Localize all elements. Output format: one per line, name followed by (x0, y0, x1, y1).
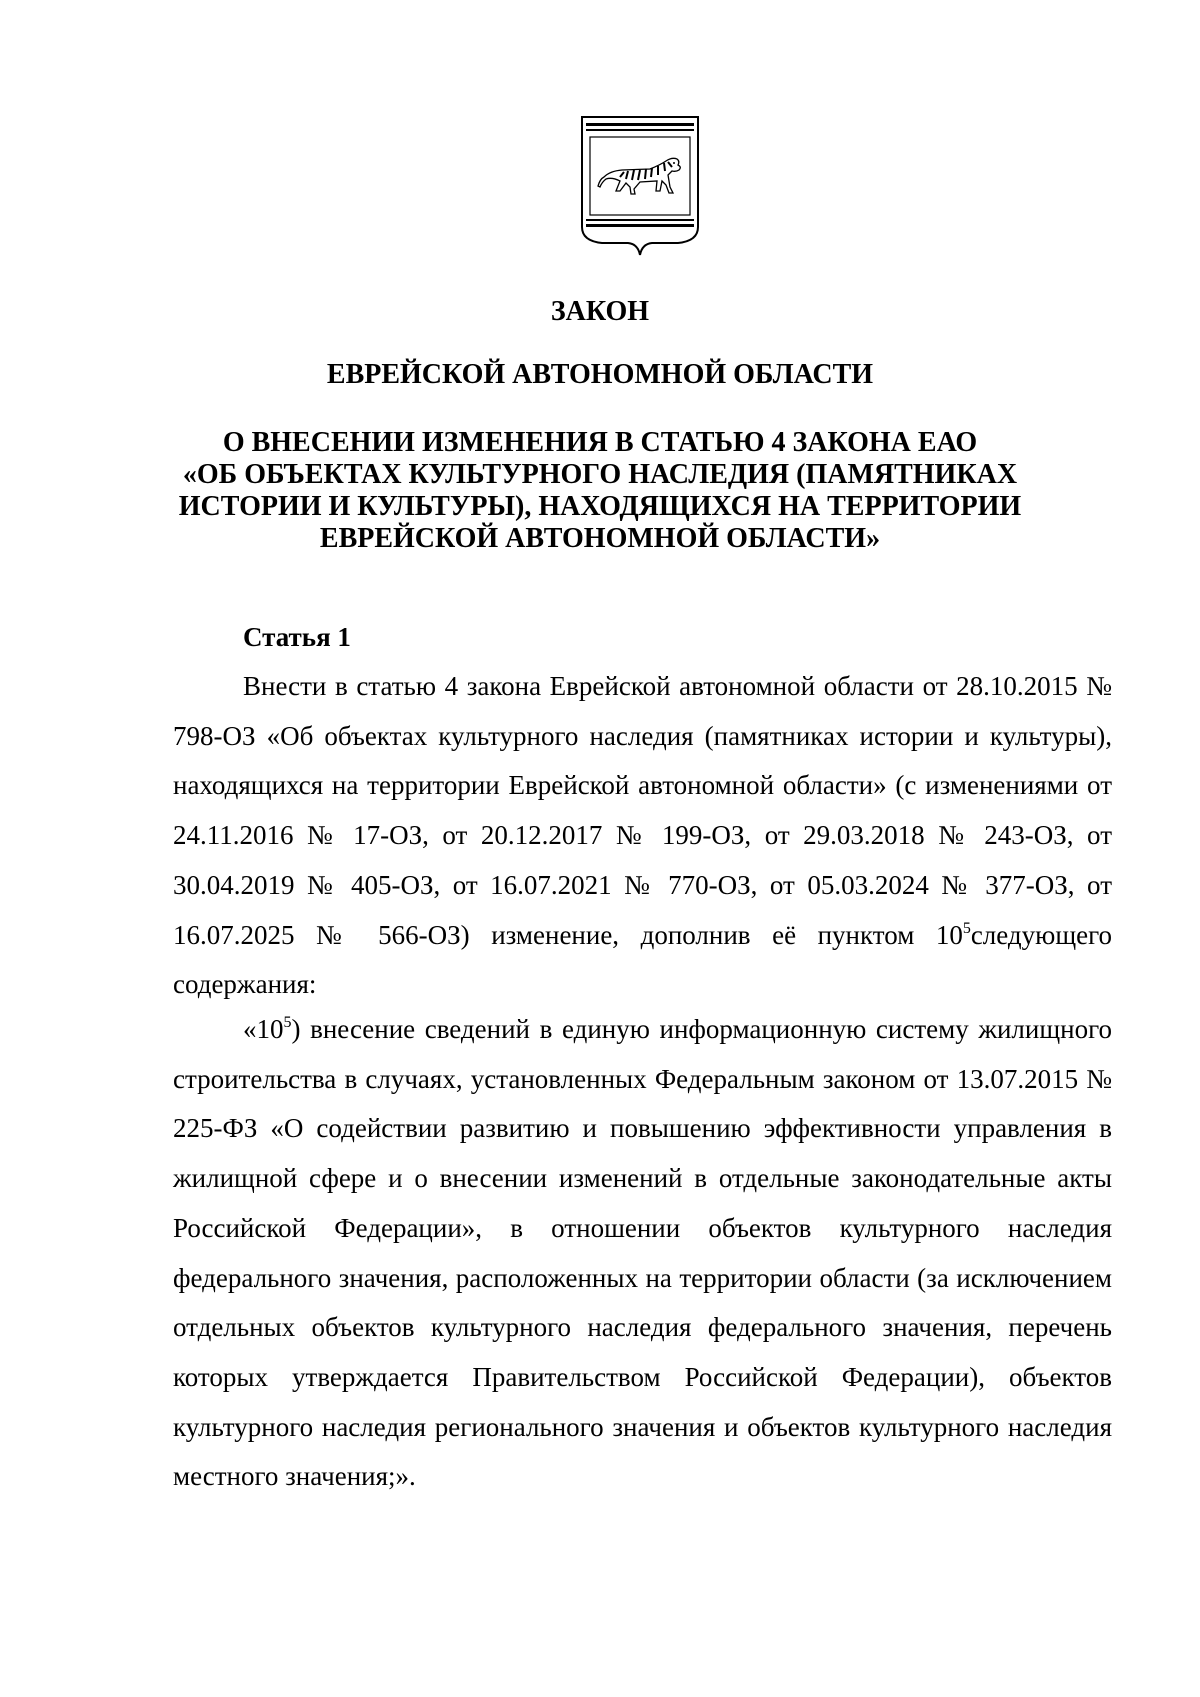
paragraph-1-text: Внести в статью 4 закона Еврейской автономной области от 28.10.2015 № 798-ОЗ «Об объектах культурного наследия (памятниках истории и культуры), находящихся на территории Еврейской автономной области» (с изменениями от 24.11.2016 № 17-ОЗ, от 20.12.2017 № 199-ОЗ, от 29.03.2018 № 243-ОЗ, от 30.04.2019 № 405-ОЗ, от 16.07.2021 № 770-ОЗ, от 05.03.2024 № 377-ОЗ, от 16.07.2025 № 566-ОЗ) изменение, дополнив её пунктом 10 (173, 671, 1112, 950)
law-title (0, 427, 1200, 555)
article-paragraph-1 (173, 662, 1112, 1010)
article-paragraph-2 (173, 1005, 1112, 1502)
paragraph-2-superscript: 5 (283, 1014, 292, 1031)
law-title-line: ИСТОРИИ И КУЛЬТУРЫ), НАХОДЯЩИХСЯ НА ТЕРРИТОРИИ (178, 491, 1022, 522)
law-title-line: О ВНЕСЕНИИ ИЗМЕНЕНИЯ В СТАТЬЮ 4 ЗАКОНА ЕАО (222, 427, 978, 458)
coat-of-arms-emblem (580, 115, 700, 260)
paragraph-2-open: «10 (243, 1014, 284, 1044)
paragraph-1-tail: следующего содержания: (173, 919, 1112, 1000)
document-type-heading: ЗАКОН (550, 296, 650, 327)
paragraph-2-text: ) внесение сведений в единую информационную систему жилищного строительства в случаях, установленных Федеральным законом от 13.07.2015 № 225-ФЗ «О содействии развитию и повышению эффективности управления в жилищной сфере и о внесении изменений в отдельные законодательные акты Российской Федерации», в отношении объектов культурного наследия федерального значения, расположенных на территории области (за исключением отдельных объектов культурного наследия федерального значения, перечень которых утверждается Правительством Российской Федерации), объектов культурного наследия регионального значения и объектов культурного наследия местного значения;». (173, 1014, 1112, 1492)
region-heading: ЕВРЕЙСКОЙ АВТОНОМНОЙ ОБЛАСТИ (326, 359, 874, 390)
law-title-line: «ОБ ОБЪЕКТАХ КУЛЬТУРНОГО НАСЛЕДИЯ (ПАМЯТНИКАХ (182, 459, 1018, 490)
paragraph-1-superscript: 5 (962, 919, 971, 937)
article-heading: Статья 1 (243, 622, 351, 652)
law-title-line: ЕВРЕЙСКОЙ АВТОНОМНОЙ ОБЛАСТИ» (319, 523, 881, 554)
